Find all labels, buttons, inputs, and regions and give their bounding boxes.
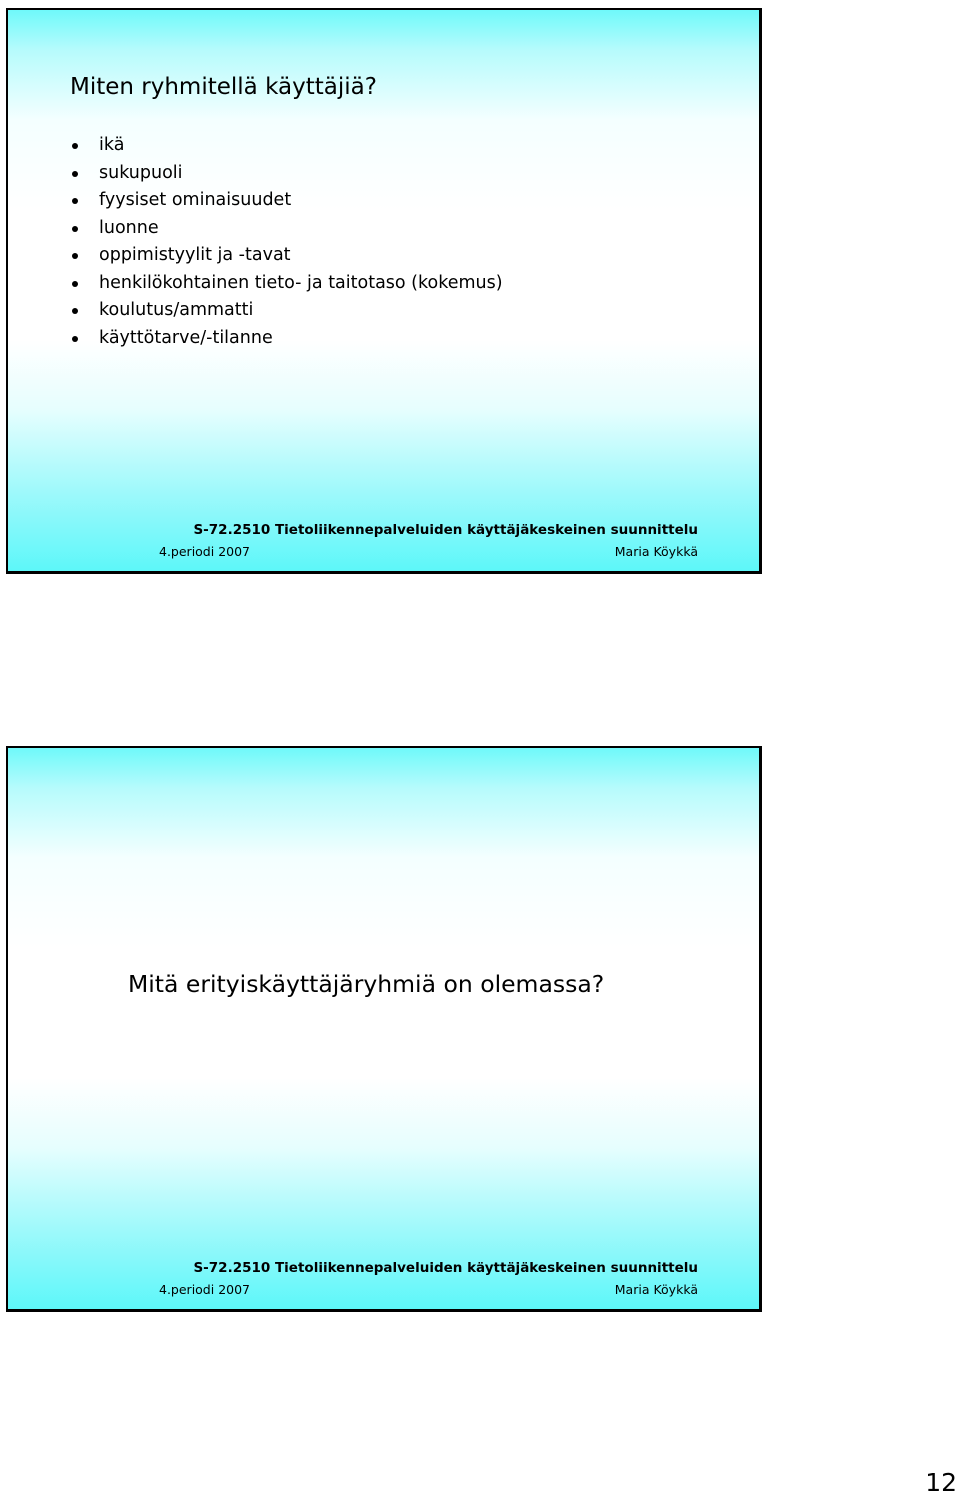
footer-course-title: S-72.2510 Tietoliikennepalveluiden käyttäjäkeskeinen suunnittelu	[193, 522, 698, 538]
footer-course-title: S-72.2510 Tietoliikennepalveluiden käyttäjäkeskeinen suunnittelu	[193, 1260, 698, 1276]
bullet-icon	[72, 198, 78, 204]
list-item-text: luonne	[99, 217, 159, 238]
bullet-icon	[72, 171, 78, 177]
bullet-icon	[72, 336, 78, 342]
slide-question: Mitä erityiskäyttäjäryhmiä on olemassa?	[128, 970, 605, 998]
list-item-text: käyttötarve/-tilanne	[99, 327, 273, 348]
footer-period: 4.periodi 2007	[159, 544, 251, 559]
list-item-text: koulutus/ammatti	[99, 300, 254, 320]
list-item	[70, 242, 503, 270]
bullet-icon	[72, 226, 78, 232]
bullet-icon	[72, 253, 78, 259]
bullet-icon	[72, 143, 78, 149]
list-item-text: ikä	[99, 135, 125, 155]
list-item-text: oppimistyylit ja -tavat	[99, 245, 291, 265]
slide-1	[6, 8, 762, 574]
slide-title: Miten ryhmitellä käyttäjiä?	[70, 74, 377, 100]
bullet-list	[70, 132, 503, 352]
list-item	[70, 160, 503, 188]
page-number: 12	[925, 1468, 957, 1497]
footer-author: Maria Köykkä	[614, 1282, 698, 1297]
list-item	[70, 297, 503, 325]
bullet-icon	[72, 281, 78, 287]
list-item	[70, 132, 503, 160]
list-item-text: henkilökohtainen tieto- ja taitotaso (kokemus)	[99, 272, 503, 293]
footer-period: 4.periodi 2007	[159, 1282, 251, 1297]
list-item-text: sukupuoli	[99, 162, 183, 183]
list-item	[70, 187, 503, 215]
bullet-icon	[72, 308, 78, 314]
list-item	[70, 325, 503, 353]
slide-2	[6, 746, 762, 1312]
list-item-text: fyysiset ominaisuudet	[99, 190, 292, 210]
list-item	[70, 215, 503, 243]
footer-author: Maria Köykkä	[614, 544, 698, 559]
list-item	[70, 270, 503, 298]
